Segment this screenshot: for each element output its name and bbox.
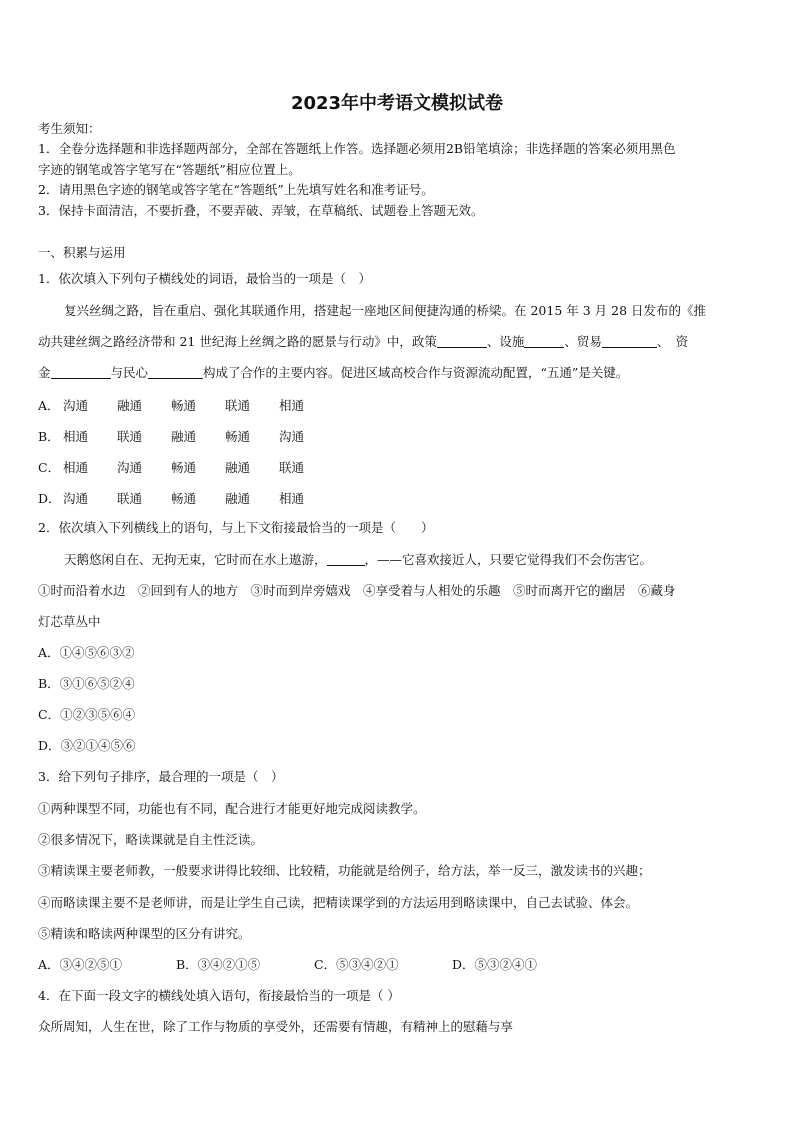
- notice-item: 1．全卷分选择题和非选择题两部分，全部在答题纸上作答。选择题必须用2B铅笔填涂；非选择题的答案必须用黑色: [38, 141, 676, 156]
- q3-stem: 3．给下列句子排序，最合理的一项是（ ）: [38, 769, 284, 784]
- notice-item: 2．请用黑色字迹的钢笔或答字笔在“答题纸”上先填写姓名和准考证号。: [38, 182, 434, 197]
- q3-sentence: ④而略读课主要不是老师讲，而是让学生自己读，把精读课学到的方法运用到略读课中，自己去试验、体会。: [38, 895, 639, 910]
- option-word: 畅通: [171, 460, 197, 475]
- q2-option-b: B．③①⑥⑤②④: [38, 676, 135, 691]
- option-word: 融通: [117, 398, 143, 413]
- section-heading: 一、积累与运用: [38, 245, 126, 260]
- q3-options: [38, 957, 590, 973]
- option-word: 融通: [171, 429, 197, 444]
- q2-stem: 2．依次填入下列横线上的语句，与上下文衔接最恰当的一项是（ ）: [38, 520, 434, 535]
- option-word: 联通: [279, 460, 305, 475]
- fill-blank: [437, 335, 487, 348]
- option-word: 畅通: [225, 429, 251, 444]
- option-word: 沟通: [63, 491, 89, 506]
- option-word: 相通: [279, 491, 305, 506]
- fill-blank: [327, 553, 365, 566]
- fill-blank: [51, 366, 111, 379]
- q2-option-c: C．①②③⑤⑥④: [38, 707, 136, 722]
- q2-option-a: A．①④⑤⑥③②: [38, 645, 135, 660]
- q1-passage-line: [38, 334, 688, 350]
- page-title: 2023年中考语文模拟试卷: [290, 93, 504, 114]
- q1-option-a: [38, 396, 333, 414]
- option-word: 相通: [279, 398, 305, 413]
- option-word: 融通: [225, 460, 251, 475]
- option-label: A．: [38, 398, 60, 413]
- option-label: B．: [38, 429, 60, 444]
- option-word: 畅通: [171, 491, 197, 506]
- notice-heading: 考生须知：: [38, 121, 101, 136]
- fill-blank: [602, 335, 657, 348]
- q3-sentence: ①两种课型不同，功能也有不同，配合进行才能更好地完成阅读教学。: [38, 801, 426, 816]
- option-word: 联通: [117, 491, 143, 506]
- option-word: 相通: [63, 429, 89, 444]
- option-word: 畅通: [171, 398, 197, 413]
- q3-option-b: B．③④②①⑤: [176, 957, 261, 972]
- q1-text: 与民心: [110, 365, 149, 380]
- q2-passage-line: [64, 552, 652, 568]
- q1-option-c: [38, 458, 333, 476]
- q3-sentence: ②很多情况下，略读课就是自主性泛读。: [38, 832, 264, 847]
- q3-sentence: ⑤精读和略读两种课型的区分有讲究。: [38, 926, 251, 941]
- q1-option-b: [38, 427, 333, 445]
- q1-option-d: [38, 489, 333, 507]
- fill-blank: [524, 335, 564, 348]
- fill-blank: [148, 366, 203, 379]
- q2-text: 天鹅悠闲自在、无拘无束，它时而在水上遨游，: [64, 552, 327, 567]
- q1-text: 金: [38, 365, 51, 380]
- option-word: 沟通: [117, 460, 143, 475]
- q2-text: ，——它喜欢接近人，只要它觉得我们不会伤害它。: [364, 552, 653, 567]
- notice-item: 3．保持卡面清洁，不要折叠，不要弄破、弄皱，在草稿纸、试题卷上答题无效。: [38, 203, 484, 218]
- q2-choices-line: 灯芯草丛中: [38, 614, 101, 629]
- q2-option-d: D．③②①④⑤⑥: [38, 738, 136, 753]
- option-word: 沟通: [63, 398, 89, 413]
- option-label: C．: [38, 460, 61, 475]
- option-word: 相通: [63, 460, 89, 475]
- q1-text: 构成了合作的主要内容。促进区域高校合作与资源流动配置，“五通”是关键。: [203, 365, 629, 380]
- q1-passage-line: 复兴丝绸之路，旨在重启、强化其联通作用，搭建起一座地区间便捷沟通的桥梁。在 2015 年 3 月 28 日发布的《推: [64, 303, 707, 318]
- q4-stem: 4．在下面一段文字的横线处填入语句，衔接最恰当的一项是（ ）: [38, 988, 400, 1003]
- q3-option-c: C．⑤③④②①: [314, 957, 399, 972]
- option-label: D．: [38, 491, 61, 506]
- option-word: 联通: [225, 398, 251, 413]
- option-word: 融通: [225, 491, 251, 506]
- notice-item: 字迹的钢笔或答字笔写在“答题纸”相应位置上。: [38, 162, 301, 177]
- option-word: 联通: [117, 429, 143, 444]
- q3-option-d: D．⑤③②④①: [452, 957, 538, 972]
- q1-text: 、贸易: [564, 334, 602, 349]
- q3-option-a: A．③④②⑤①: [38, 957, 123, 972]
- q1-text: 、设施: [486, 334, 525, 349]
- q2-choices-line: ①时而沿着水边 ②回到有人的地方 ③时而到岸旁嬉戏 ④享受着与人相处的乐趣 ⑤时而离开它的幽居 ⑥藏身: [38, 583, 676, 598]
- q3-sentence: ③精读课主要老师教，一般要求讲得比较细、比较精，功能就是给例子，给方法，举一反三，激发读书的兴趣；: [38, 863, 651, 878]
- option-word: 沟通: [279, 429, 305, 444]
- q1-text: 动共建丝绸之路经济带和 21 世纪海上丝绸之路的愿景与行动》中，政策: [38, 334, 437, 349]
- q1-passage-line: [38, 365, 628, 381]
- q1-stem: 1．依次填入下列句子横线处的词语，最恰当的一项是（ ）: [38, 271, 371, 286]
- q4-passage-line: 众所周知，人生在世，除了工作与物质的享受外，还需要有情趣，有精神上的慰藉与享: [38, 1019, 514, 1034]
- q1-text: 、 资: [656, 334, 689, 349]
